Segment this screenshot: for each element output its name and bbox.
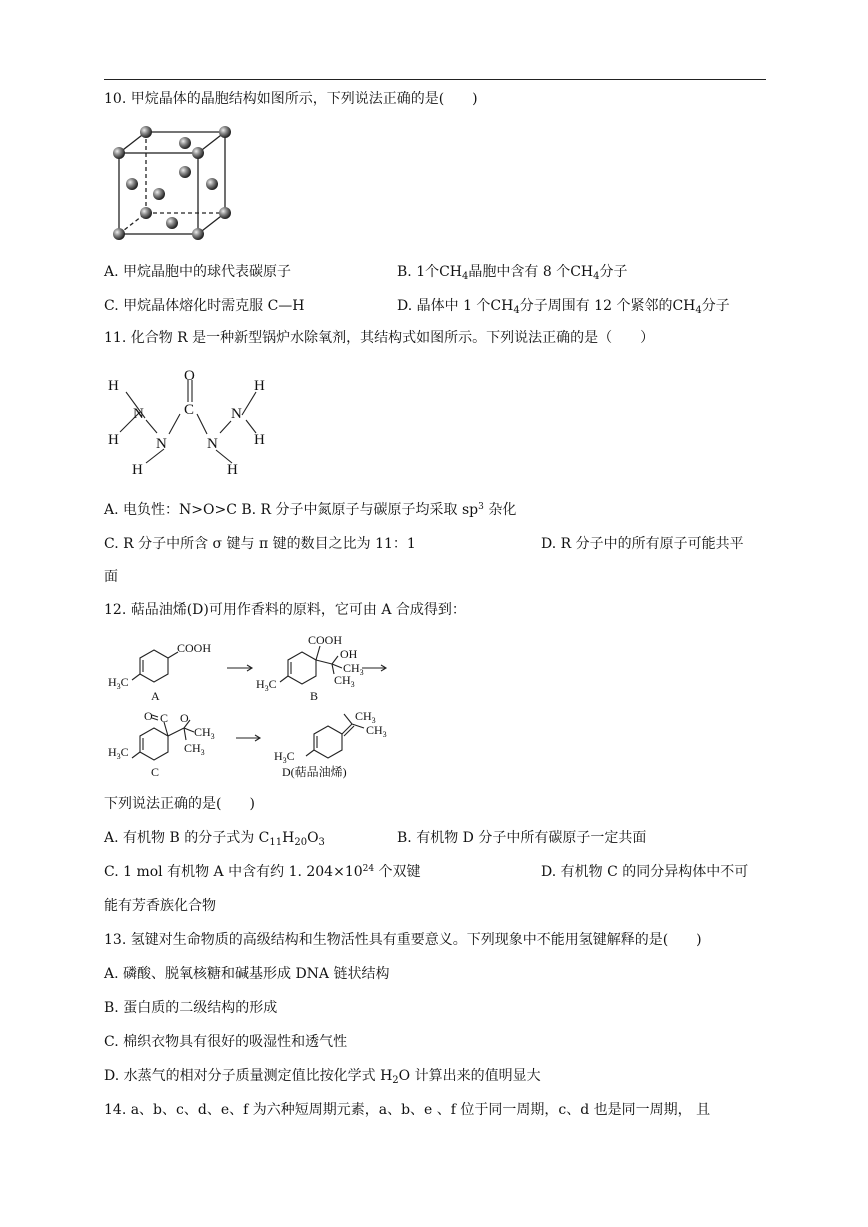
q11-option-d: D. R 分子中的所有原子可能共平 — [541, 536, 744, 552]
atom-h: H — [132, 462, 143, 478]
label-ester-c: C — [160, 711, 169, 725]
face-ball — [126, 178, 138, 190]
q13-option-d: D. 水蒸气的相对分子质量测定值比按化学式 $H_2O$ 计算出来的值明显大 — [104, 1068, 541, 1086]
label-ch3: $CH_3$ — [366, 723, 387, 739]
corner-ball — [113, 228, 125, 240]
q11-options-ab: A. 电负性：N>O>C B. R 分子中氮原子与碳原子均采取 $sp^3$ 杂化 — [104, 502, 517, 518]
label-h3c: $H_3C$ — [274, 749, 295, 765]
atom-o: O — [184, 368, 195, 384]
corner-ball — [192, 228, 204, 240]
corner-ball — [219, 126, 231, 138]
q10-option-c: C. 甲烷晶体熔化时需克服 C—H — [104, 298, 305, 314]
label-ch3: $CH_3$ — [343, 661, 364, 677]
q12-which: 下列说法正确的是( ) — [104, 796, 255, 812]
q11-structural-formula — [100, 366, 280, 478]
header-rule — [104, 79, 766, 80]
atom-h: H — [108, 378, 119, 394]
q11-stem: 11. 化合物 R 是一种新型锅炉水除氧剂，其结构式如图所示。下列说法正确的是（ ） — [104, 330, 655, 346]
face-ball — [179, 166, 191, 178]
label-d: D(萜品油烯) — [282, 765, 347, 779]
atom-h: H — [108, 432, 119, 448]
label-c: C — [151, 765, 160, 779]
face-ball — [153, 188, 165, 200]
q11-option-d-wrap: 面 — [104, 569, 118, 585]
atom-h: H — [254, 432, 265, 448]
label-oh: OH — [340, 647, 358, 661]
q11-option-c: C. R 分子中所含 σ 键与 π 键的数目之比为 11：1 — [104, 536, 416, 552]
atom-n: N — [156, 436, 167, 452]
label-h3c: $H_3C$ — [108, 745, 129, 761]
q14-stem: 14. a、b、c、d、e、f 为六种短周期元素，a、b、e 、f 位于同一周期，c、d 也是同一周期， 且 — [104, 1102, 711, 1118]
q12-option-a: A. 有机物 B 的分子式为 $C_{11}H_{20}O_3$ — [104, 830, 325, 848]
corner-ball — [192, 147, 204, 159]
atom-h: H — [254, 378, 265, 394]
q13-option-b: B. 蛋白质的二级结构的形成 — [104, 1000, 278, 1016]
label-b: B — [310, 689, 319, 703]
label-ch3: $CH_3$ — [184, 741, 205, 757]
q13-stem: 13. 氢键对生命物质的高级结构和生物活性具有重要意义。下列现象中不能用氢键解释的是( ) — [104, 932, 702, 948]
methane-unit-cell-figure — [108, 122, 238, 246]
q12-reaction-scheme — [104, 628, 404, 788]
label-ester-o: O — [144, 709, 153, 723]
q10-stem: 10. 甲烷晶体的晶胞结构如图所示，下列说法正确的是( ) — [104, 91, 478, 107]
q13-option-a: A. 磷酸、脱氧核糖和碱基形成 DNA 链状结构 — [104, 966, 390, 982]
face-ball — [206, 178, 218, 190]
label-h3c: $H_3C$ — [108, 675, 129, 691]
label-ester-o: O — [180, 711, 189, 725]
q12-option-b: B. 有机物 D 分子中所有碳原子一定共面 — [397, 830, 647, 846]
label-a: A — [151, 689, 160, 703]
atom-n: N — [231, 406, 242, 422]
q12-option-c: C. 1 mol 有机物 A 中含有约 1. $204\times 10^{24}$ 个双键 — [104, 864, 421, 880]
q12-option-d-wrap: 能有芳香族化合物 — [104, 898, 216, 914]
atom-n: N — [133, 406, 144, 422]
label-ch3: $CH_3$ — [355, 709, 376, 725]
label-ch3: $CH_3$ — [334, 673, 355, 689]
corner-ball — [219, 207, 231, 219]
q12-stem: 12. 萜品油烯(D)可用作香料的原料，它可由 A 合成得到： — [104, 602, 466, 618]
q10-option-a: A. 甲烷晶胞中的球代表碳原子 — [104, 264, 292, 280]
label-ch3: $CH_3$ — [194, 725, 215, 741]
q10-option-b: B. 1个$CH_4$晶胞中含有 8 个$CH_4$分子 — [397, 264, 628, 282]
atom-c: C — [184, 402, 195, 418]
q12-option-d: D. 有机物 C 的同分异构体中不可 — [541, 864, 749, 880]
label-cooh: COOH — [177, 641, 212, 655]
atom-n: N — [207, 436, 218, 452]
corner-ball — [113, 147, 125, 159]
q10-option-d: D. 晶体中 1 个$CH_4$分子周围有 12 个紧邻的$CH_4$分子 — [397, 298, 730, 316]
corner-ball — [140, 207, 152, 219]
face-ball — [166, 217, 178, 229]
label-cooh: COOH — [308, 633, 343, 647]
label-h3c: $H_3C$ — [256, 677, 277, 693]
face-ball — [179, 137, 191, 149]
corner-ball — [140, 126, 152, 138]
atom-h: H — [227, 462, 238, 478]
q13-option-c: C. 棉织衣物具有很好的吸湿性和透气性 — [104, 1034, 348, 1050]
